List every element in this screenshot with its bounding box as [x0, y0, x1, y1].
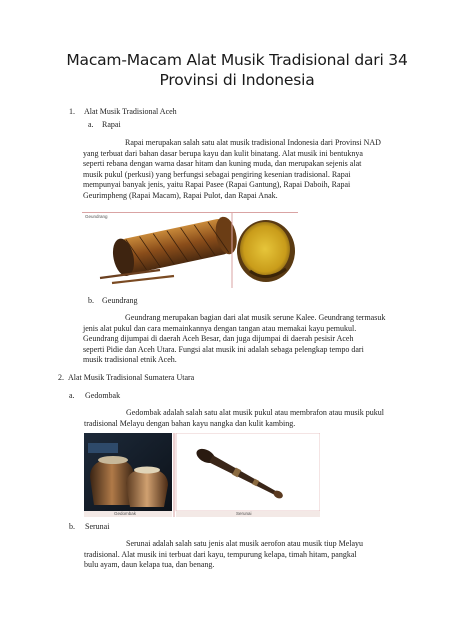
serunai-paragraph [84, 539, 406, 571]
section-1-heading: Alat Musik Tradisional Aceh [84, 107, 177, 116]
gedombak-paragraph [84, 408, 406, 429]
rapai-line: Rapai merupakan salah satu alat musik tradisional Indonesia dari Provinsi NAD [125, 138, 381, 147]
gedombak-serunai-image [84, 433, 320, 517]
title-line-2: Provinsi di Indonesia [159, 71, 315, 89]
geundrang-line: seperti Pidie dan Aceh Utara. Fungsi alat musik ini adalah sebaga pelengkap tempo dari [83, 344, 364, 354]
rapai-line: musik pukul (perkusi) yang berfungsi sebagai pengiring kesenian tradisional. Rapai [83, 169, 351, 179]
geundrang-paragraph [83, 313, 405, 366]
rapai-paragraph [83, 138, 405, 202]
geundrang-rapai-image [82, 212, 298, 288]
gedombak-serunai-illustration [84, 433, 320, 517]
rapai-line: mempunyai banyak jenis, yaitu Rapai Pasee (Rapai Gantung), Rapai Daboih, Rapai [83, 180, 351, 190]
geundrang-letter: b. [88, 296, 94, 305]
rapai-line: Geurimpheng (Rapai Macam), Rapai Pulot, dan Rapai Anak. [83, 190, 278, 200]
serunai-line: Serunai adalah salah satu jenis alat musik aerofon atau musik tiup Melayu [126, 539, 364, 548]
geundrang-line: Geundrang dijumpai di daerah Aceh Besar, dan juga dijumpai di daerah pesisir Aceh [83, 334, 354, 344]
section-1-number: 1. [69, 107, 75, 116]
serunai-heading: Serunai [85, 522, 110, 531]
section-2-heading: Alat Musik Tradisional Sumatera Utara [68, 373, 195, 382]
rapai-line: seperti rebana dengan warna dasar hitam dan kuning muda, dan merupakan sejenis alat [83, 159, 362, 169]
serunai-caption: Serunai [236, 511, 252, 516]
geundrang-line: Geundrang merupakan bagian dari alat musik serune Kalee. Geundrang termasuk [125, 313, 386, 322]
serunai-letter: b. [69, 522, 75, 531]
rapai-letter: a. [88, 120, 94, 129]
geundrang-line: musik tradisional etnik Aceh. [83, 355, 177, 365]
title-line-1: Macam-Macam Alat Musik Tradisional dari 34 [66, 51, 408, 69]
gedombak-line: Gedombak adalah salah satu alat musik pukul atau membrafon atau musik pukul [126, 408, 384, 417]
drum-illustration [82, 213, 298, 288]
rapai-heading: Rapai [102, 120, 121, 129]
geundrang-line: jenis alat pukul dan cara memainkannya dengan tangan atau memakai kayu pemukul. [83, 323, 357, 333]
rapai-line: yang terbuat dari bahan dasar berupa kayu dan kulit binatang. Alat musik ini bentuknya [83, 148, 363, 158]
section-2-number: 2. [58, 373, 64, 382]
gedombak-line: tradisional Melayu dengan bahan kayu nangka dan kulit kambing. [84, 418, 296, 428]
image-caption: Geundrang [85, 214, 108, 219]
gedombak-caption: Gedombak [114, 511, 137, 516]
page-title [30, 50, 444, 90]
serunai-line: bulu ayam, daun kelapa tua, dan benang. [84, 560, 215, 570]
gedombak-letter: a. [69, 391, 75, 400]
gedombak-heading: Gedombak [85, 391, 121, 400]
serunai-line: tradisional. Alat musik ini terbuat dari kayu, tempurung kelapa, timah hitam, pangkal [84, 549, 357, 559]
geundrang-heading: Geundrang [102, 296, 138, 305]
